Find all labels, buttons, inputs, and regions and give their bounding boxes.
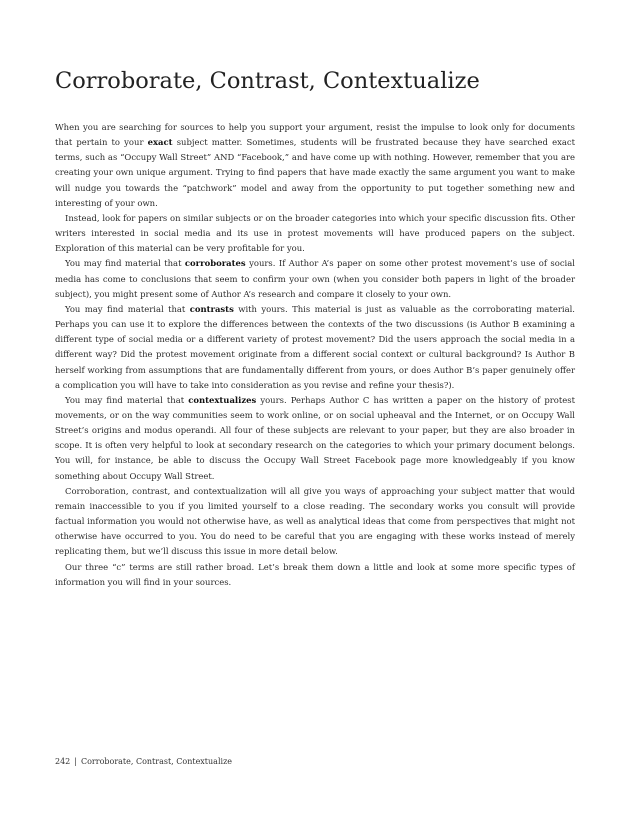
emphasis-exact: exact: [147, 137, 173, 148]
paragraph-2: Instead, look for papers on similar subjects or on the broader categories into which your specific discussion fits. Other writers interested in social media and its use in protest movements will have produced papers on the subject. Exploration of this material can be very profitable for you.: [55, 212, 575, 254]
body-text: [55, 120, 575, 590]
running-title: Corroborate, Contrast, Contextualize: [80, 757, 233, 766]
emphasis-contrasts: contrasts: [189, 303, 234, 314]
page-title: Corroborate, Contrast, Contextualize: [55, 68, 480, 94]
paragraph-7: Our three “c” terms are still rather broad. Let’s break them down a little and look at some more specific types of information you will find in your sources.: [55, 561, 575, 587]
paragraph-3: You may find material that corroborates yours. If Author A’s paper on some other protest movement’s use of social media has come to conclusions that seem to confirm your own (when you consider both papers in light of the broader subject), you might present some of Author A’s research and compare it closely to your own.: [55, 258, 575, 299]
paragraph-1: When you are searching for sources to help you support your argument, resist the impulse to look only for documents that pertain to your exact subject matter. Sometimes, students will be frustrated because they have searched exact terms, such as “Occupy Wall Street” AND “Facebook,” and have come up with nothing. However, remember that you are creating your own unique argument. Trying to find papers that have made exactly the same argument you want to make will nudge you towards the “patchwork” model and away from the opportunity to put together something new and interesting of your own.: [55, 122, 575, 208]
footer-separator: |: [74, 757, 77, 766]
paragraph-5: You may find material that contextualizes yours. Perhaps Author C has written a paper on the history of protest movements, or on the way communities seem to work online, or on social upheaval and the Internet, or on Occupy Wall Street’s origins and modus operandi. All four of these subjects are relevant to your paper, but they are also broader in scope. It is often very helpful to look at secondary research on the categories to which your primary document belongs. You will, for instance, be able to discuss the Occupy Wall Street Facebook page more knowledgeably if you know something about Occupy Wall Street.: [55, 394, 575, 481]
paragraph-6: Corroboration, contrast, and contextualization will all give you ways of approaching your subject matter that would remain inaccessible to you if you limited yourself to a close reading. The secondary works you consult will provide factual information you would not otherwise have, as well as analytical ideas that come from perspectives that might not otherwise have occurred to you. You do need to be careful that you are engaging with these works instead of merely replicating them, but we’ll discuss this issue in more detail below.: [55, 485, 575, 557]
page-number: 242: [55, 757, 71, 766]
paragraph-4: You may find material that contrasts with yours. This material is just as valuable as the corroborating material. Perhaps you can use it to explore the differences between the contexts of the two discussions (is Author B examining a different type of social media or a different variety of protest movement? Did the users approach the social media in a different way? Did the protest movement originate from a different social context or cultural background? Is Author B herself working from assumptions that are fundamentally different from yours, or does Author B’s paper genuinely offer a complication you will have to take into consideration as you revise and refine your thesis?).: [55, 303, 575, 390]
emphasis-corroborates: corroborates: [184, 258, 246, 269]
page-footer: [55, 756, 455, 768]
emphasis-contextualizes: contextualizes: [188, 394, 257, 405]
